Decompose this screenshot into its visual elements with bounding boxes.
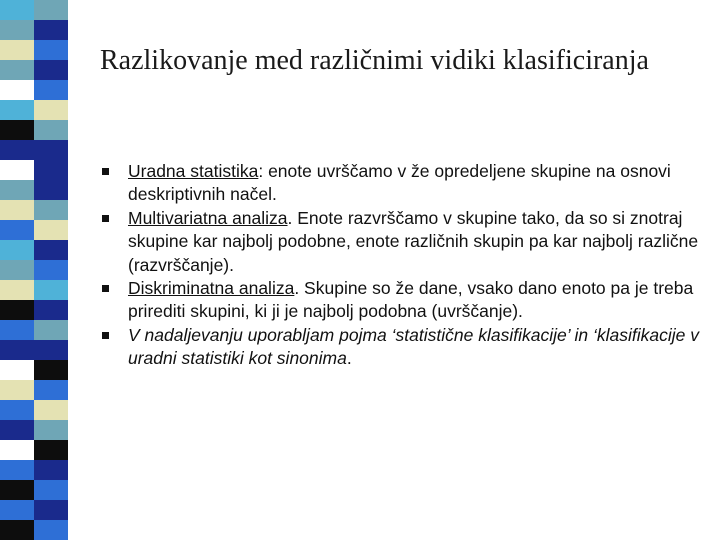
strip-row	[0, 20, 68, 40]
square-bullet-icon	[102, 332, 109, 339]
strip-cell	[0, 240, 34, 260]
strip-cell	[0, 460, 34, 480]
strip-cell	[34, 380, 68, 400]
strip-cell	[34, 160, 68, 180]
strip-row	[0, 160, 68, 180]
strip-row	[0, 480, 68, 500]
strip-cell	[0, 480, 34, 500]
strip-cell	[34, 40, 68, 60]
strip-row	[0, 360, 68, 380]
strip-row	[0, 120, 68, 140]
strip-row	[0, 260, 68, 280]
strip-cell	[34, 340, 68, 360]
strip-row	[0, 80, 68, 100]
strip-row	[0, 100, 68, 120]
strip-cell	[34, 120, 68, 140]
strip-row	[0, 440, 68, 460]
strip-cell	[34, 440, 68, 460]
strip-cell	[34, 320, 68, 340]
strip-row	[0, 0, 68, 20]
strip-cell	[0, 520, 34, 540]
bullet-text: V nadaljevanju uporabljam pojma ‘statistične klasifikacije’ in ‘klasifikacije v uradni statistiki kot sinonima	[128, 324, 699, 369]
strip-cell	[0, 200, 34, 220]
strip-row	[0, 180, 68, 200]
strip-cell	[0, 60, 34, 80]
strip-row	[0, 40, 68, 60]
strip-cell	[0, 80, 34, 100]
bullet-term: Multivariatna analiza	[128, 207, 288, 228]
strip-cell	[0, 440, 34, 460]
square-bullet-icon	[102, 215, 109, 222]
strip-cell	[34, 20, 68, 40]
bullet-item-sinonima	[100, 324, 700, 371]
strip-cell	[0, 340, 34, 360]
strip-cell	[34, 140, 68, 160]
bullet-term: Uradna statistika	[128, 161, 259, 181]
strip-cell	[34, 460, 68, 480]
bullet-text: . Enote razvrščamo v skupine tako, da so si znotraj skupine kar najbolj podobne, enote različnih skupin pa kar najbolj različne (razvrščanje).	[128, 207, 699, 275]
strip-row	[0, 520, 68, 540]
strip-cell	[34, 360, 68, 380]
strip-cell	[34, 500, 68, 520]
strip-cell	[0, 100, 34, 120]
strip-cell	[0, 220, 34, 240]
strip-cell	[0, 360, 34, 380]
strip-cell	[34, 300, 68, 320]
strip-cell	[0, 140, 34, 160]
bullet-term: Diskriminatna analiza	[128, 278, 295, 299]
strip-cell	[0, 380, 34, 400]
strip-cell	[34, 420, 68, 440]
strip-cell	[0, 420, 34, 440]
strip-cell	[34, 80, 68, 100]
strip-row	[0, 220, 68, 240]
bullet-text: : enote uvrščamo v že opredeljene skupine na osnovi deskriptivnih načel.	[128, 161, 671, 205]
strip-row	[0, 500, 68, 520]
strip-row	[0, 200, 68, 220]
slide-title: Razlikovanje med različnimi vidiki klasificiranja	[100, 45, 649, 76]
strip-row	[0, 240, 68, 260]
strip-row	[0, 320, 68, 340]
strip-cell	[34, 0, 68, 20]
strip-row	[0, 380, 68, 400]
strip-cell	[34, 480, 68, 500]
strip-cell	[34, 280, 68, 300]
strip-cell	[0, 320, 34, 340]
strip-cell	[34, 520, 68, 540]
strip-cell	[34, 200, 68, 220]
bullet-text-tail: .	[346, 348, 352, 369]
strip-cell	[0, 400, 34, 420]
strip-cell	[34, 100, 68, 120]
bullet-text: . Skupine so že dane, vsako dano enoto pa je treba prirediti skupini, ki ji je najbolj podobna (uvrščanje).	[128, 278, 694, 322]
bullet-item-diskriminatna-analiza	[100, 277, 700, 324]
strip-cell	[0, 20, 34, 40]
bullet-item-uradna-statistika	[100, 160, 700, 207]
strip-cell	[34, 260, 68, 280]
strip-cell	[34, 180, 68, 200]
strip-cell	[34, 60, 68, 80]
strip-cell	[0, 280, 34, 300]
strip-row	[0, 140, 68, 160]
strip-row	[0, 60, 68, 80]
strip-row	[0, 460, 68, 480]
strip-cell	[0, 300, 34, 320]
strip-cell	[0, 260, 34, 280]
strip-cell	[0, 0, 34, 20]
strip-cell	[34, 240, 68, 260]
strip-row	[0, 420, 68, 440]
square-bullet-icon	[102, 168, 109, 175]
strip-row	[0, 400, 68, 420]
strip-cell	[0, 500, 34, 520]
bullet-list	[100, 160, 700, 371]
strip-cell	[0, 160, 34, 180]
strip-cell	[34, 400, 68, 420]
strip-cell	[0, 180, 34, 200]
strip-cell	[0, 120, 34, 140]
strip-row	[0, 280, 68, 300]
square-bullet-icon	[102, 285, 109, 292]
strip-cell	[0, 40, 34, 60]
bullet-item-multivariatna-analiza	[100, 207, 700, 277]
strip-row	[0, 340, 68, 360]
strip-cell	[34, 220, 68, 240]
strip-row	[0, 300, 68, 320]
decorative-side-strip	[0, 0, 68, 540]
